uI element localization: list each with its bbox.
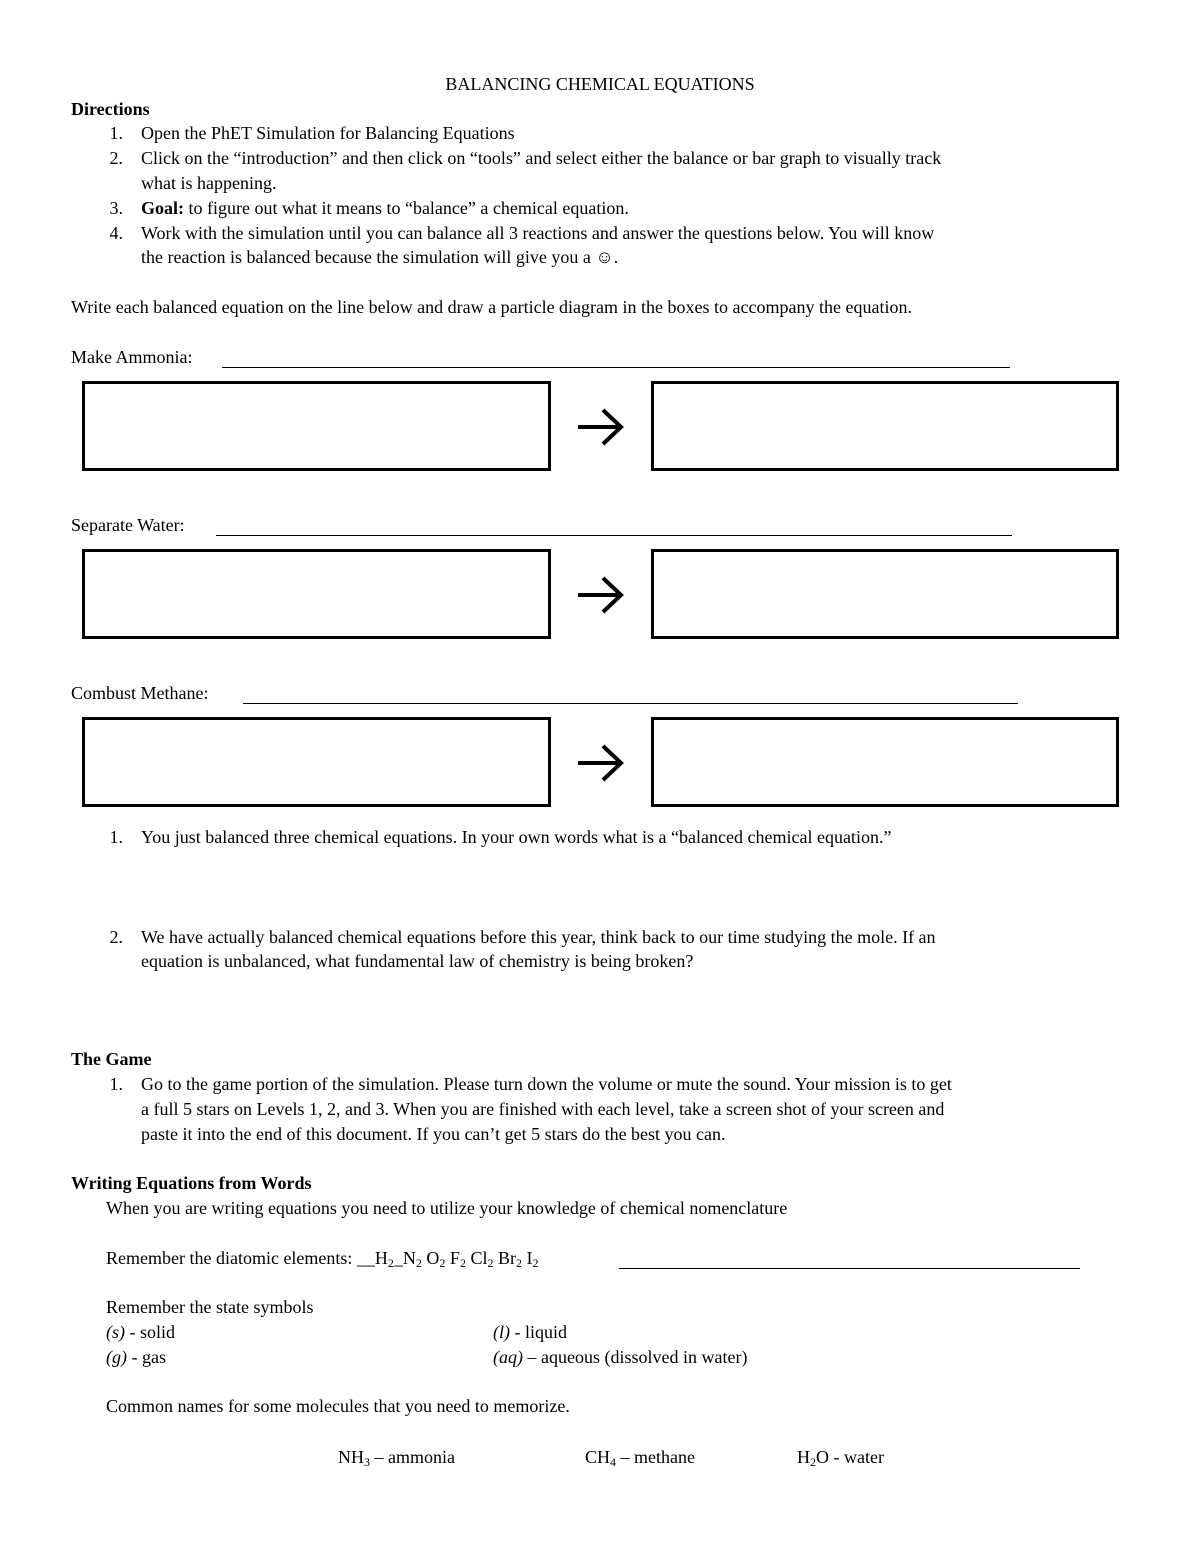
directions-item-3 xyxy=(141,196,629,220)
diatomic-br2: $Br_2$ xyxy=(493,1248,522,1270)
game-text-line2: a full 5 stars on Levels 1, 2, and 3. When you are finished with each level, take a screen shot of your screen and xyxy=(141,1099,945,1119)
molecule-methane: $CH_4$ – methane xyxy=(585,1447,695,1469)
question-2-line1: We have actually balanced chemical equations before this year, think back to our time studying the mole. If an xyxy=(141,927,936,947)
game-heading: The Game xyxy=(71,1049,152,1069)
page-title: BALANCING CHEMICAL EQUATIONS xyxy=(445,74,755,94)
game-text-line3: paste it into the end of this document. If you can’t get 5 stars do the best you can. xyxy=(141,1124,726,1144)
diatomic-elements xyxy=(106,1246,538,1270)
game-text-line1: Go to the game portion of the simulation. Please turn down the volume or mute the sound. Your mission is to get xyxy=(141,1074,952,1094)
products-box-methane[interactable] xyxy=(651,717,1119,807)
state-gas: (g) - gas xyxy=(106,1347,166,1367)
diatomic-underline xyxy=(619,1268,1080,1269)
question-num-1: 1. xyxy=(109,827,123,847)
arrow-right-icon xyxy=(576,741,626,785)
diatomic-h2: $H_2$ xyxy=(374,1248,394,1270)
reaction-label-ammonia: Make Ammonia: xyxy=(71,347,193,367)
arrow-right-icon xyxy=(576,405,626,449)
writing-intro: When you are writing equations you need to utilize your knowledge of chemical nomenclature xyxy=(106,1198,788,1218)
reactants-box-water[interactable] xyxy=(82,549,551,639)
state-solid: (s) - solid xyxy=(106,1322,176,1342)
molecule-water: $H_2O$ - water xyxy=(797,1447,884,1469)
common-names-heading: Common names for some molecules that you need to memorize. xyxy=(106,1396,570,1416)
state-aqueous: (aq) – aqueous (dissolved in water) xyxy=(493,1347,748,1367)
equation-line-ammonia[interactable] xyxy=(222,367,1010,368)
directions-num-4: 4. xyxy=(109,223,123,243)
diatomic-o2: $O_2$ xyxy=(421,1248,446,1270)
diatomic-label: Remember the diatomic elements: __ xyxy=(106,1248,375,1268)
question-num-2: 2. xyxy=(109,927,123,947)
instruction-text: Write each balanced equation on the line below and draw a particle diagram in the boxes to accompany the equation. xyxy=(71,297,912,317)
reactants-box-methane[interactable] xyxy=(82,717,551,807)
question-1-text: You just balanced three chemical equations. In your own words what is a “balanced chemical equation.” xyxy=(141,827,892,847)
diatomic-f2: $F_2$ xyxy=(445,1248,466,1270)
products-box-ammonia[interactable] xyxy=(651,381,1119,471)
directions-num-1: 1. xyxy=(109,123,123,143)
directions-num-3: 3. xyxy=(109,198,123,218)
directions-num-2: 2. xyxy=(109,148,123,168)
game-num-1: 1. xyxy=(109,1074,123,1094)
state-liquid: (l) - liquid xyxy=(493,1322,567,1342)
equation-line-methane[interactable] xyxy=(243,703,1018,704)
directions-item-1: Open the PhET Simulation for Balancing Equations xyxy=(141,123,515,143)
directions-item-4-line1: Work with the simulation until you can balance all 3 reactions and answer the questions below. You will know xyxy=(141,223,935,243)
directions-item-4-line2: the reaction is balanced because the simulation will give you a ☺. xyxy=(141,247,619,267)
directions-heading: Directions xyxy=(71,99,150,119)
reactants-box-ammonia[interactable] xyxy=(82,381,551,471)
writing-heading: Writing Equations from Words xyxy=(71,1173,312,1193)
reaction-label-water: Separate Water: xyxy=(71,515,185,535)
question-2-line2: equation is unbalanced, what fundamental law of chemistry is being broken? xyxy=(141,951,694,971)
diatomic-n2: $\_N_2$ xyxy=(393,1248,422,1270)
diatomic-cl2: $Cl_2$ xyxy=(465,1248,494,1270)
directions-item-2-line2: what is happening. xyxy=(141,173,277,193)
directions-item-2-line1: Click on the “introduction” and then click on “tools” and select either the balance or bar graph to visually track xyxy=(141,148,942,168)
goal-label: Goal: xyxy=(141,198,184,218)
goal-text: to figure out what it means to “balance” a chemical equation. xyxy=(184,198,629,218)
diatomic-i2: $I_2$ xyxy=(521,1248,539,1270)
products-box-water[interactable] xyxy=(651,549,1119,639)
arrow-right-icon xyxy=(576,573,626,617)
molecule-ammonia: $NH_3$ – ammonia xyxy=(338,1447,455,1469)
equation-line-water[interactable] xyxy=(216,535,1012,536)
state-symbols-heading: Remember the state symbols xyxy=(106,1297,314,1317)
reaction-label-methane: Combust Methane: xyxy=(71,683,209,703)
